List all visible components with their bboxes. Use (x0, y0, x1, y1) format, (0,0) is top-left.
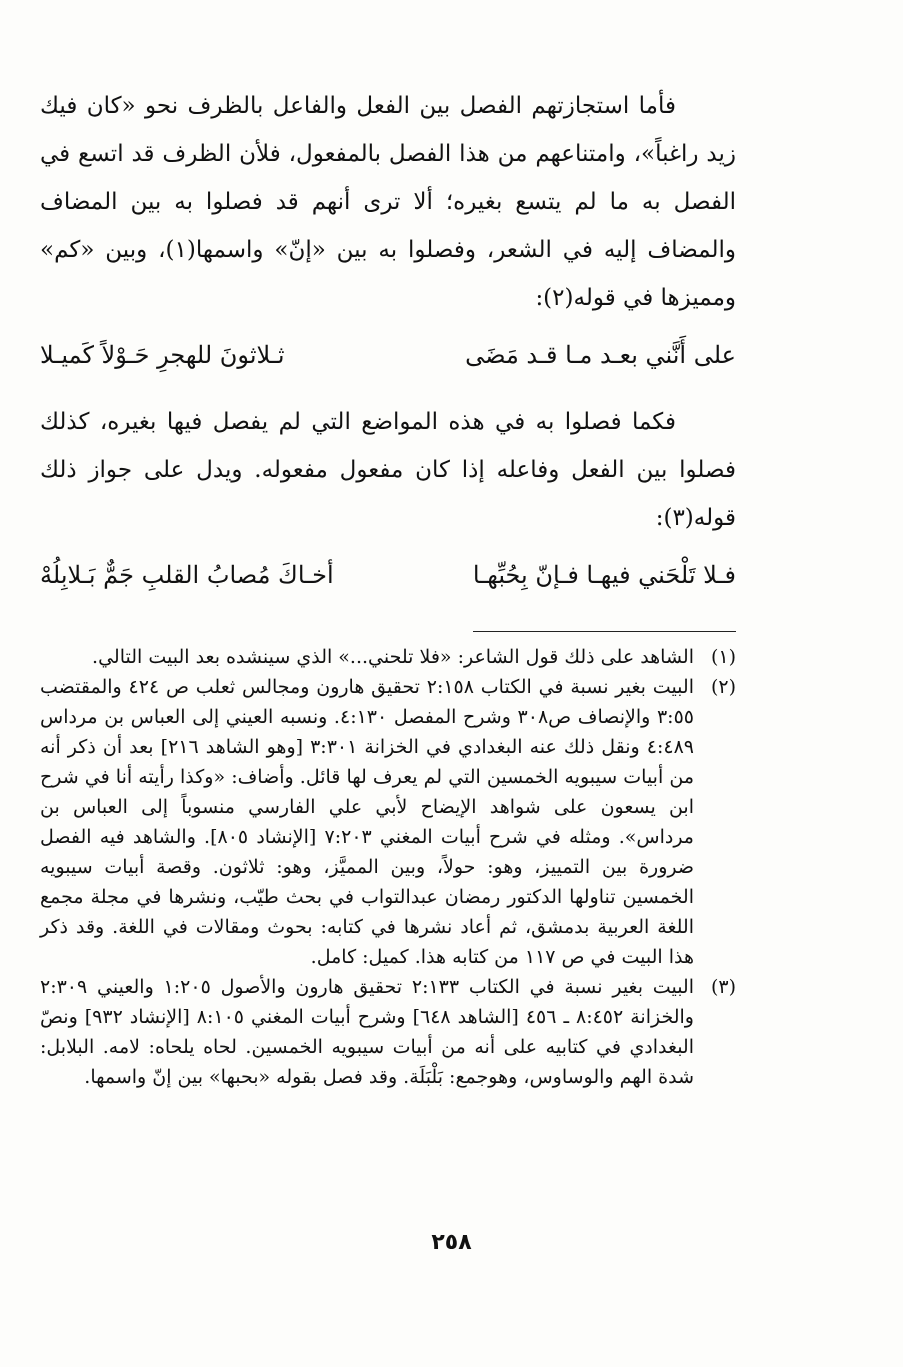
verse-2-second-hemistich: أخـاكَ مُصابُ القلبِ جَمٌّ بَـلابِلُهْ (40, 561, 334, 589)
poetry-verse-2 (40, 546, 736, 604)
footnote-1 (40, 642, 736, 672)
paragraph-1: فأما استجازتهم الفصل بين الفعل والفاعل بالظرف نحو «كان فيك زيد راغباً»، وامتناعهم من هذا الفصل بالمفعول، فلأن الظرف قد اتسع في الفصل به ما لم يتسع بغيره؛ ألا ترى أنهم قد فصلوا به بين المضاف والمضاف إليه في الشعر، وفصلوا به بين «إنّ» واسمها(١)، وبين «كم» ومميزها في قوله(٢): (40, 93, 736, 311)
footnote-separator (473, 631, 736, 632)
verse-2-first-hemistich: فـلا تَلْحَني فيهـا فـإنّ بِحُبِّهـا (472, 561, 736, 589)
footnote-text: الشاهد على ذلك قول الشاعر: «فلا تلحني...» الذي سينشده بعد البيت التالي. (92, 646, 694, 668)
footnotes (40, 642, 736, 1092)
footnote-number: (١) (710, 646, 736, 668)
verse-1-second-hemistich: ثـلاثونَ للهجرِ حَـوْلاً كَميـلا (40, 341, 285, 369)
footnote-number: (٣) (710, 976, 736, 998)
poetry-verse-1 (40, 326, 736, 384)
page-number: ٢٥٨ (431, 1230, 472, 1255)
footnote-number: (٢) (710, 676, 736, 698)
verse-1-first-hemistich: على أَنَّني بعـد مـا قـد مَضَى (465, 341, 736, 369)
footnote-2 (40, 672, 736, 972)
footnote-text: البيت بغير نسبة في الكتاب ٢:١٣٣ تحقيق هارون والأصول ١:٢٠٥ والعيني ٢:٣٠٩ والخزانة ٨:٤٥٢ ـ ٤٥٦ [الشاهد ٦٤٨] وشرح أبيات المغني ٨:١٠٥ [الإنشاد ٩٣٢] ونصّ البغدادي في كتابيه على أنه من أبيات سيبويه الخمسين. لحاه يلحاه: لامه. البلابل: شدة الهم والوساوس، وهوجمع: بَلْبَلَة. وقد فصل بقوله «بحبها» بين إنّ واسمها. (40, 976, 695, 1088)
footnote-text: البيت بغير نسبة في الكتاب ٢:١٥٨ تحقيق هارون ومجالس ثعلب ص ٤٢٤ والمقتضب ٣:٥٥ والإنصاف ص٣٠٨ وشرح المفصل ٤:١٣٠. ونسبه العيني إلى العباس بن مرداس ٤:٤٨٩ ونقل ذلك عنه البغدادي في الخزانة ٣:٣٠١ [وهو الشاهد ٢١٦] بعد أن ذكر أنه من أبيات سيبويه الخمسين التي لم يعرف لها قائل. وأضاف: «وكذا رأيته أنا في شرح ابن يسعون على شواهد الإيضاح لأبي علي الفارسي منسوباً إلى العباس بن مرداس». ومثله في شرح أبيات المغني ٧:٢٠٣ [الإنشاد ٨٠٥]. والشاهد فيه الفصل ضرورة بين التمييز، وهو: حولاً، وبين المميَّز، وهو: ثلاثون. وقصة أبيات سيبويه الخمسين تناولها الدكتور رمضان عبدالتواب في بحث طيّب، ونشرها في مجلة مجمع اللغة العربية بدمشق، ثم أعاد نشرها في كتابه: بحوث ومقالات في اللغة. وقد ذكر هذا البيت في ص ١١٧ من كتابه هذا. كميل: كامل. (40, 676, 694, 968)
footnote-3 (40, 972, 736, 1092)
paragraph-2: فكما فصلوا به في هذه المواضع التي لم يفصل فيها بغيره، كذلك فصلوا بين الفعل وفاعله إذا كان مفعول مفعوله. ويدل على جواز ذلك قوله(٣): (40, 409, 736, 531)
main-text (40, 82, 736, 618)
